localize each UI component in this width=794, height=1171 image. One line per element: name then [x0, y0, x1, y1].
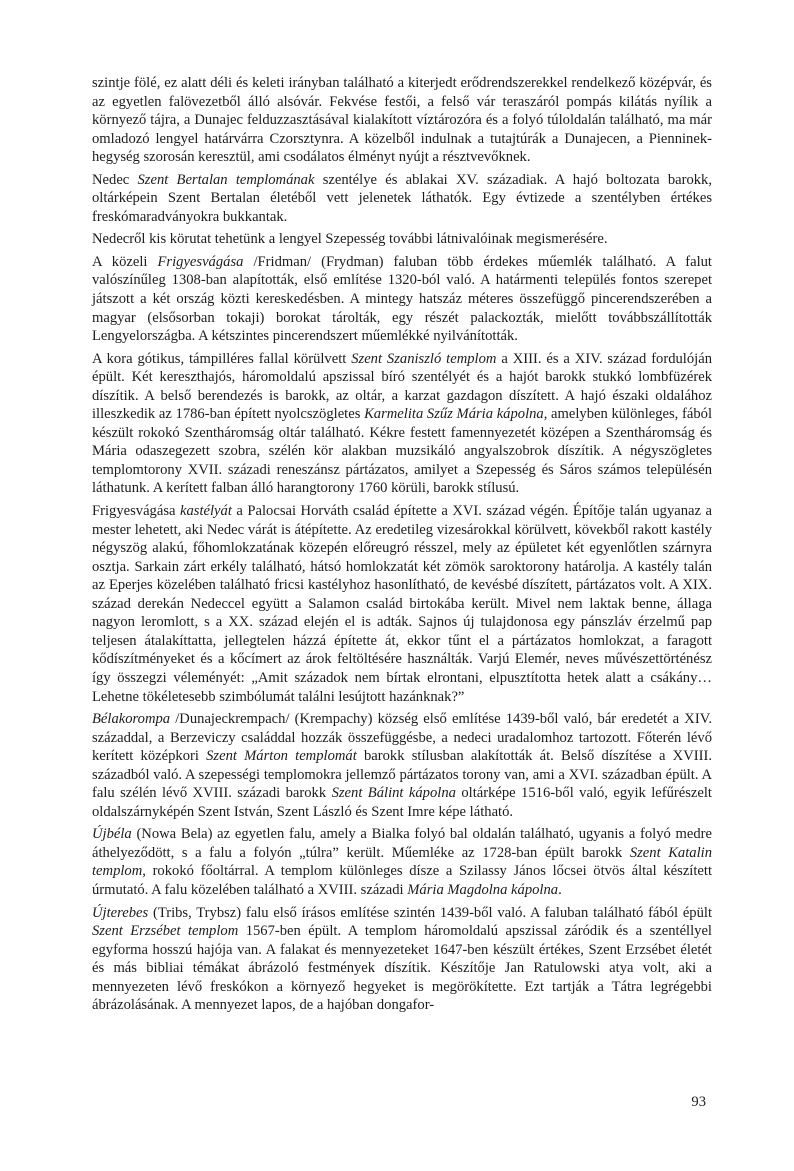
italic-term: Karmelita Szűz Mária kápolna — [364, 406, 544, 423]
paragraph-2 — [92, 171, 712, 227]
paragraph-6 — [92, 502, 712, 706]
paragraph-5 — [92, 350, 712, 498]
italic-term: Frigyesvágása — [157, 253, 244, 270]
italic-term: Szent Erzsébet templom — [92, 923, 239, 940]
text-segment: , amelyben különleges, fából készült rokokó Szentháromság oltár található. Kékre festett famennyezetét középen a Szentháromság és Mária odaszegezett szobra, szélén kör alakban muzsikáló angyalszobrok díszítik. A négyszögletes templomtorony XVII. századi reneszánsz pártázatos, amilyet a Szepesség és Sáros számos településén láthatunk. A kerített falban álló harangtorony 1760 körüli, barokk stílusú. — [92, 406, 712, 497]
text-segment: a Palocsai Horváth család építette a XVI. század végén. Építője talán ugyanaz a mester lehetett, aki Nedec várát is átépítette. Az eredetileg vizesárokkal körülvett, kövekből rakott kastély négyszög alakú, főhomlokzatának közepén előreugró résszel, mely az épületet két egyenlőtlen szárnyra osztja. Sarkain zárt erkély található, hátsó homlokzatát két zömök saroktorony határolja. A kastély talán az Eperjes közelében található fricsi kastélyhoz hasonlítható, de kevésbé díszített, pártázatos volt. A XIX. század derekán Nedeccel együtt a Salamon család birtokába került. Mivel nem laktak benne, állaga nagyon leromlott, s a XX. század elején el is adták. Sajnos új tulajdonosa egy pánszláv érzelmű pap teljesen átalakíttatta, jellegtelen házzá építette át, ekkor tűnt el a pártázatos homlokzat, a faragott kődíszítményeket és a kőcímert az árok feltöltésére használták. Varjú Elemér, neves művészettörténész így összegzi véleményét: „Amit századok nem bírtak elrontani, elpusztította hetek alatt a csákány…Lehetne tökéletesebb szimbólumát találni lesújtott hazánknak?” — [92, 503, 713, 705]
text-segment: Frigyesvágása — [92, 503, 181, 520]
italic-term: Szent Szaniszló templom — [351, 350, 497, 367]
italic-term: kastélyát — [180, 503, 232, 520]
text-segment: . — [558, 881, 562, 898]
paragraph-3 — [92, 230, 712, 249]
text-segment: szintje fölé, ez alatt déli és keleti irányban található a kiterjedt erődrendszerekkel rendelkező középvár, és az egyetlen falövezetből álló alsóvár. Fekvése festői, a felső vár teraszáról pompás kilátás nyílik a környező tájra, a Dunajec felduzzasztásával kialakított víztározóra és a folyó túloldalán található, ma már omladozó lengyel határvárra Czorsztynra. A közelből indulnak a tutajtúrák a Dunajecen, a Pienninek-hegység szorosán keresztül, ami csodálatos élményt nyújt a résztvevőknek. — [92, 75, 712, 166]
paragraph-1 — [92, 74, 712, 167]
text-segment: , rokokó főoltárral. A templom különleges dísze a Szilassy János lőcsei ötvös által készített úrmutató. A falu közelében található a XVIII. századi — [92, 863, 712, 898]
text-segment: a XIII. és a XIV. század fordulóján épült. Két kereszthajós, háromoldalú apszissal bíró szentélyét és a hajót barokk stukkó lombfüzérek díszítik. A belső berendezés is barokk, az oltár, a karzat gazdagon díszített. A hajó északi oldalához illeszkedik az 1786-ban épített nyolcszögletes — [92, 350, 712, 423]
italic-term: Szent Bertalan templomának — [137, 171, 315, 188]
page-body — [92, 74, 712, 1015]
text-segment: Nedecről kis körutat tehetünk a lengyel Szepesség további látnivalóinak megismerésére. — [92, 231, 608, 248]
italic-term: Szent Katalin templom — [92, 844, 712, 880]
paragraph-4 — [92, 253, 712, 346]
italic-term: Bélakorompa — [92, 711, 171, 728]
text-segment: Nedec — [92, 171, 138, 188]
text-segment: oltárképe 1516-ből való, egyik lefűrészelt oldalszárnyképén Szent István, Szent László és Szent Imre képe látható. — [92, 785, 712, 820]
page-number: 93 — [691, 1094, 706, 1110]
text-segment: A kora gótikus, támpilléres fallal körülvett — [92, 350, 352, 367]
text-segment: (Nowa Bela) az egyetlen falu, amely a Bialka folyó bal oldalán található, ugyanis a folyó medre áthelyeződött, s a falu a folyón „túlra” került. Műemléke az 1728-ban épült barokk — [92, 826, 712, 861]
text-segment: szentélye és ablakai XV. századiak. A hajó boltozata barokk, oltárképein Szent Bertalan életéből vett jelenetek láthatók. Egy évtizede a szentélyben értékes freskómaradványokra bukkantak. — [92, 171, 713, 225]
italic-term: Újbéla — [92, 826, 132, 843]
italic-term: Újterebes — [92, 904, 149, 921]
italic-term: Szent Bálint kápolna — [331, 785, 456, 802]
paragraph-8 — [92, 825, 712, 899]
text-segment: /Dunajeckrempach/ (Krempachy) község első említése 1439-ből való, bár eredetét a XIV. századdal, a Berzeviczy családdal hozzák összefüggésbe, a nedeci uradalomhoz tartozott. Főterén lévő kerített középkori — [92, 711, 712, 765]
italic-term: Mária Magdolna kápolna — [407, 881, 559, 898]
italic-term: Szent Márton templomát — [206, 748, 357, 765]
paragraph-7 — [92, 710, 712, 821]
text-segment: A közeli — [92, 253, 158, 270]
text-segment: 1567-ben épült. A templom háromoldalú apszissal záródik és a szentéllyel egyforma hosszú hajója van. A falakat és mennyezeteket 1647-ben készült értékes, Szent Erzsébet életét és más bibliai témákat ábrázoló festmények díszítik. Készítője Jan Ratulowski atya volt, aki a mennyezeten lévő freskókon a környező hegyeket is megörökítette. Ezt tartják a Tátra legrégebbi ábrázolásának. A mennyezet lapos, de a hajóban dongafor- — [92, 923, 712, 1014]
text-segment: barokk stílusban alakították át. Belső díszítése a XVIII. századból való. A szepességi templomokra jellemző pártázatos torony van, ami a XVI. században épült. A falu szélén lévő XVIII. századi barokk — [92, 748, 712, 802]
paragraph-9 — [92, 904, 712, 1015]
text-segment: (Tribs, Trybsz) falu első írásos említése szintén 1439-ből való. A faluban található fából épült — [148, 904, 712, 921]
text-segment: /Fridman/ (Frydman) faluban több érdekes műemlék található. A falut valószínűleg 1308-ban alapították, első említése 1320-ból való. A határmenti település fontos szerepet játszott a két ország közti kereskedésben. A mintegy hatszáz méteres összefüggő pincerendszerében a magyar (elsősorban tokaji) borokat tárolták, egy részét palackozták, mielőtt továbbszállították Lengyelországba. A kétszintes pincerendszert műemlékké nyilvánították. — [92, 253, 712, 345]
